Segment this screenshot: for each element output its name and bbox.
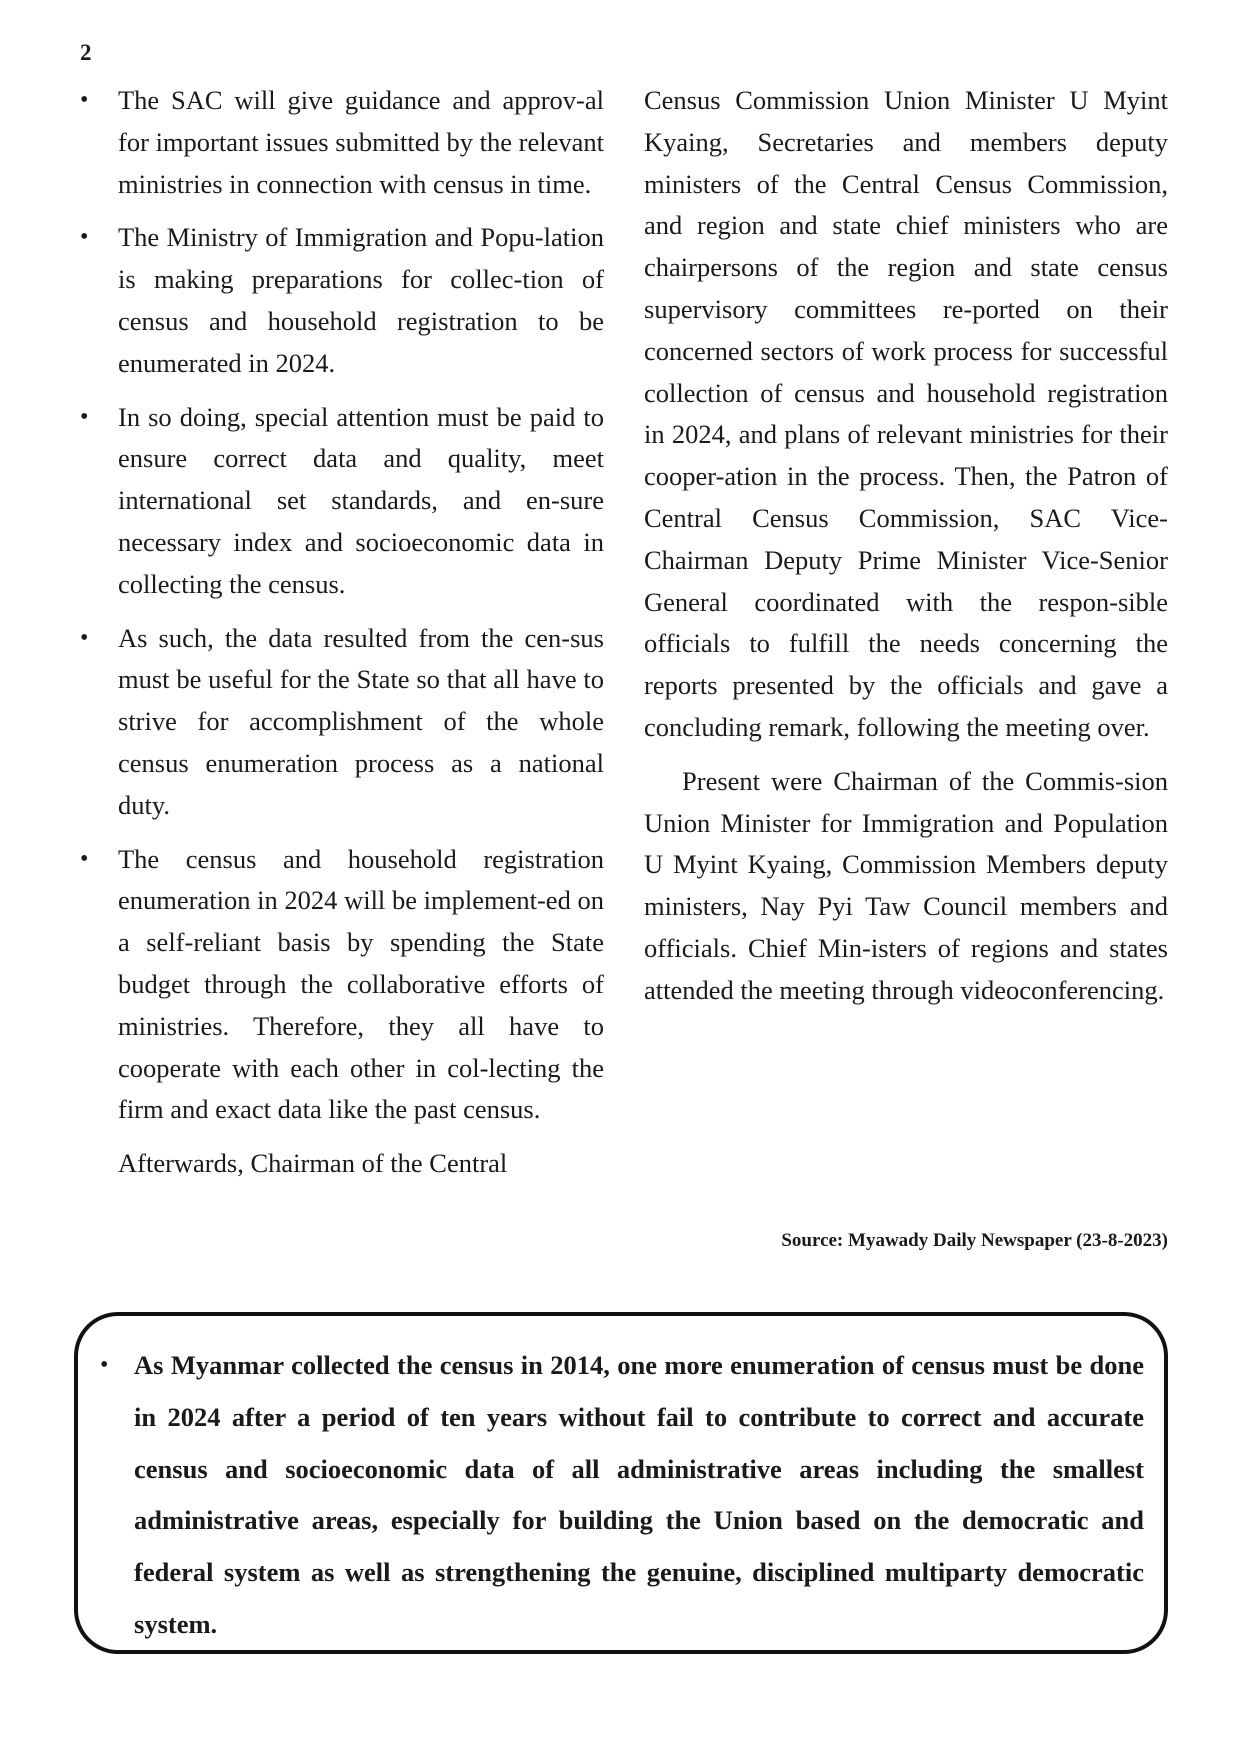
bullet-item: • In so doing, special attention must be paid to ensure correct data and quality, meet international set standards, and en-sure necessary index and socioeconomic data in collecting the census.	[80, 397, 604, 606]
bullet-item: • The SAC will give guidance and approv-al for important issues submitted by the relevant ministries in connection with census in time.	[80, 80, 604, 205]
bullet-list	[80, 80, 604, 1131]
continuation-paragraph: Census Commission Union Minister U Myint Kyaing, Secretaries and members deputy ministers of the Central Census Commission, and region and state chief ministers who are chairpersons of the region and state census supervisory committees re-ported on their concerned sectors of work process for successful collection of census and household registration in 2024, and plans of relevant ministries for their cooper-ation in the process. Then, the Patron of Central Census Commission, SAC Vice-Chairman Deputy Prime Minister Vice-Senior General coordinated with the respon-sible officials to fulfill the needs concerning the reports presented by the officials and gave a concluding remark, following the meeting over.	[644, 85, 1168, 742]
present-paragraph: Present were Chairman of the Commis-sion Union Minister for Immigration and Population U Myint Kyaing, Commission Members deputy ministers, Nay Pyi Taw Council members and officials. Chief Min-isters of regions and states attended the meeting through videoconferencing.	[644, 765, 1168, 1005]
bullet-item: • The census and household registration enumeration in 2024 will be implement-ed on a self-reliant basis by spending the State budget through the collaborative efforts of ministries. Therefore, they all have to cooperate with each other in col-lecting the firm and exact data like the past census.	[80, 839, 604, 1132]
source-citation: Source: Myawady Daily Newspaper (23-8-2023)	[781, 1230, 1168, 1251]
bullet-item: • As such, the data resulted from the cen-sus must be useful for the State so that all have to strive for accomplishment of the whole census enumeration process as a national duty.	[80, 618, 604, 827]
callout-bullet-icon: •	[100, 1352, 109, 1378]
right-column	[644, 80, 1168, 1012]
closing-fragment: Afterwards, Chairman of the Central	[118, 1148, 508, 1179]
callout-text: As Myanmar collected the census in 2014, one more enumeration of census must be done in 2024 after a period of ten years without fail to contribute to correct and accurate census and socioeconomic data of all administrative areas including the smallest administrative areas, especially for building the Union based on the democratic and federal system as well as strengthening the genuine, disciplined multiparty democratic system.	[134, 1350, 1144, 1639]
bullet-item: • The Ministry of Immigration and Popu-lation is making preparations for collec-tion of census and household registration to be enumerated in 2024.	[80, 217, 604, 384]
callout-box	[74, 1312, 1168, 1654]
page-number: 2	[80, 40, 92, 65]
left-column	[80, 80, 604, 1185]
